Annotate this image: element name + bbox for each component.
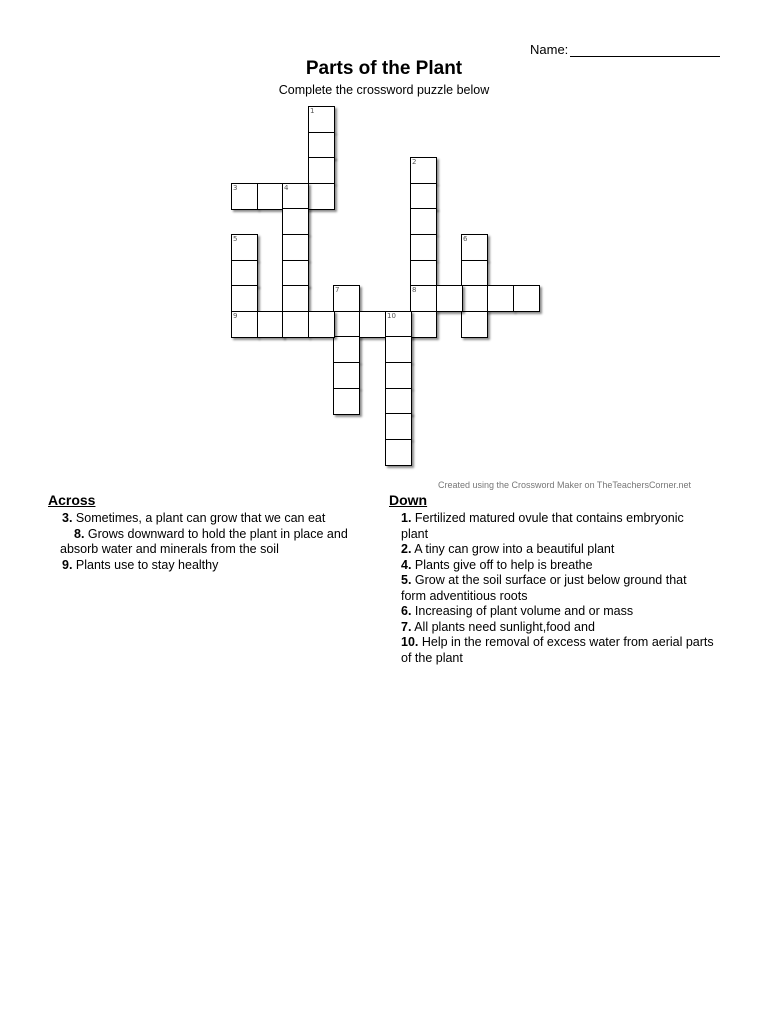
crossword-cell[interactable] bbox=[231, 183, 258, 210]
crossword-cell[interactable] bbox=[436, 285, 463, 312]
clue-down-5: 5. Grow at the soil surface or just below ground that form adventitious roots bbox=[401, 573, 687, 603]
crossword-cell[interactable] bbox=[461, 285, 488, 312]
cell-number: 5 bbox=[233, 235, 238, 243]
crossword-cell[interactable] bbox=[461, 260, 488, 287]
crossword-cell[interactable] bbox=[282, 260, 309, 287]
crossword-cell[interactable] bbox=[282, 285, 309, 312]
clue-down-6: 6. Increasing of plant volume and or mass bbox=[401, 604, 634, 618]
across-clues bbox=[48, 511, 358, 573]
crossword-cell[interactable] bbox=[359, 311, 386, 338]
crossword-cell[interactable] bbox=[333, 285, 360, 312]
clue-down-1: 1. Fertilized matured ovule that contains embryonic plant bbox=[401, 511, 684, 541]
clue-across-3: 3. Sometimes, a plant can grow that we can eat bbox=[62, 511, 326, 525]
crossword-cell[interactable] bbox=[385, 336, 412, 363]
crossword-cell[interactable] bbox=[231, 285, 258, 312]
crossword-cell[interactable] bbox=[487, 285, 514, 312]
crossword-cell[interactable] bbox=[385, 439, 412, 466]
crossword-cell[interactable] bbox=[410, 183, 437, 210]
cell-number: 2 bbox=[412, 158, 417, 166]
page-subtitle: Complete the crossword puzzle below bbox=[278, 83, 490, 97]
crossword-cell[interactable] bbox=[410, 260, 437, 287]
cell-number: 8 bbox=[412, 286, 417, 294]
down-clues bbox=[389, 511, 714, 666]
crossword-cell[interactable] bbox=[308, 132, 335, 159]
across-heading: Across bbox=[48, 492, 96, 508]
crossword-cell[interactable] bbox=[333, 388, 360, 415]
crossword-cell[interactable] bbox=[282, 183, 309, 210]
crossword-cell[interactable] bbox=[385, 413, 412, 440]
crossword-cell[interactable] bbox=[385, 311, 412, 338]
crossword-cell[interactable] bbox=[231, 260, 258, 287]
crossword-cell[interactable] bbox=[461, 234, 488, 261]
credit-text: Created using the Crossword Maker on TheTeachersCorner.net bbox=[438, 480, 691, 490]
cell-number: 3 bbox=[233, 184, 238, 192]
crossword-grid bbox=[0, 0, 768, 480]
crossword-cell[interactable] bbox=[231, 311, 258, 338]
crossword-cell[interactable] bbox=[410, 234, 437, 261]
crossword-cell[interactable] bbox=[333, 311, 360, 338]
cell-number: 1 bbox=[310, 107, 315, 115]
crossword-cell[interactable] bbox=[461, 311, 488, 338]
crossword-cell[interactable] bbox=[257, 183, 284, 210]
cell-number: 9 bbox=[233, 312, 238, 320]
page-title: Parts of the Plant bbox=[305, 58, 463, 79]
crossword-cell[interactable] bbox=[410, 311, 437, 338]
crossword-cell[interactable] bbox=[308, 106, 335, 133]
crossword-cell[interactable] bbox=[410, 208, 437, 235]
crossword-cell[interactable] bbox=[385, 388, 412, 415]
cell-number: 10 bbox=[387, 312, 396, 320]
cell-number: 4 bbox=[284, 184, 289, 192]
clue-across-8: 8. Grows downward to hold the plant in place and absorb water and minerals from the soil bbox=[60, 526, 348, 556]
clue-down-2: 2. A tiny can grow into a beautiful plant bbox=[401, 542, 615, 556]
clue-across-9: 9. Plants use to stay healthy bbox=[62, 557, 219, 572]
crossword-cell[interactable] bbox=[333, 362, 360, 389]
crossword-cell[interactable] bbox=[282, 208, 309, 235]
name-label: Name: bbox=[530, 42, 569, 57]
crossword-cell[interactable] bbox=[385, 362, 412, 389]
cell-number: 7 bbox=[335, 286, 340, 294]
clue-down-10: 10. Help in the removal of excess water from aerial parts of the plant bbox=[401, 635, 714, 665]
crossword-cell[interactable] bbox=[308, 157, 335, 184]
down-heading: Down bbox=[389, 492, 428, 508]
crossword-cell[interactable] bbox=[513, 285, 540, 312]
crossword-cell[interactable] bbox=[257, 311, 284, 338]
crossword-cell[interactable] bbox=[410, 157, 437, 184]
crossword-cell[interactable] bbox=[410, 285, 437, 312]
crossword-cell[interactable] bbox=[282, 311, 309, 338]
clue-down-7: 7. All plants need sunlight,food and bbox=[401, 619, 595, 634]
crossword-cell[interactable] bbox=[282, 234, 309, 261]
clue-down-4: 4. Plants give off to help is breathe bbox=[401, 557, 593, 572]
crossword-cell[interactable] bbox=[308, 311, 335, 338]
crossword-cell[interactable] bbox=[231, 234, 258, 261]
cell-number: 6 bbox=[463, 235, 468, 243]
crossword-cell[interactable] bbox=[333, 336, 360, 363]
crossword-cell[interactable] bbox=[308, 183, 335, 210]
